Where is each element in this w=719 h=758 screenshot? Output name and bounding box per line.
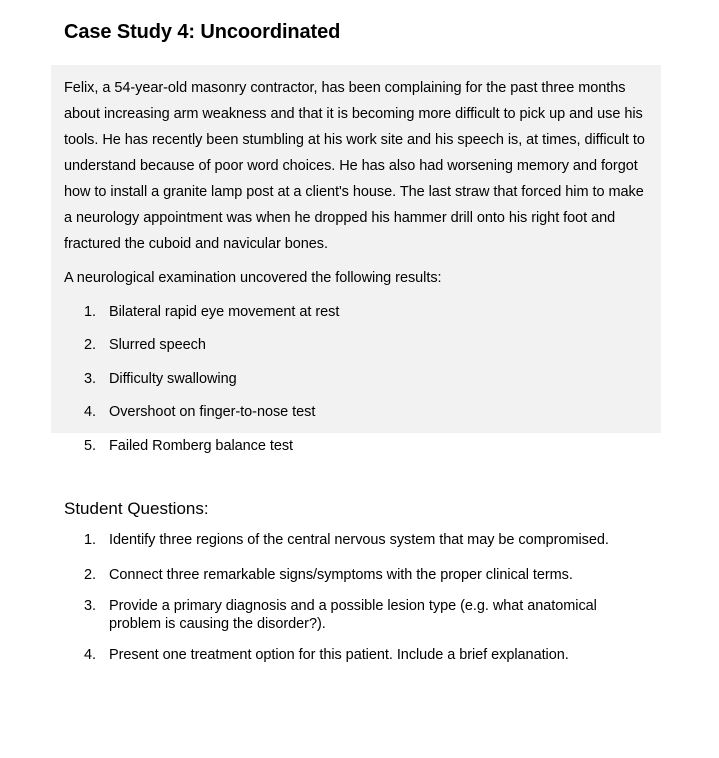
list-item xyxy=(84,566,644,584)
list-item xyxy=(84,335,206,355)
list-item-text: Overshoot on finger-to-nose test xyxy=(109,404,316,420)
list-item-text: Connect three remarkable signs/symptoms with the proper clinical terms. xyxy=(109,567,573,583)
list-item xyxy=(84,369,237,389)
questions-heading: Student Questions: xyxy=(64,499,209,518)
list-item xyxy=(84,402,315,422)
list-item-text: Present one treatment option for this patient. Include a brief explanation. xyxy=(109,647,569,663)
list-item-number: 3. xyxy=(84,598,96,614)
list-item xyxy=(84,531,644,549)
list-item-number: 5. xyxy=(84,438,96,454)
list-item xyxy=(84,436,293,456)
list-item-number: 1. xyxy=(84,304,96,320)
list-item xyxy=(84,302,339,322)
list-item xyxy=(84,597,624,633)
list-item-text: Identify three regions of the central nervous system that may be compromised. xyxy=(109,532,609,548)
list-item-text: Difficulty swallowing xyxy=(109,371,237,387)
list-item-number: 3. xyxy=(84,371,96,387)
list-item-text: Slurred speech xyxy=(109,337,206,353)
list-item xyxy=(84,646,644,664)
list-item-number: 2. xyxy=(84,337,96,353)
list-item-number: 4. xyxy=(84,404,96,420)
list-item-text: Bilateral rapid eye movement at rest xyxy=(109,304,340,320)
exam-intro: A neurological examination uncovered the following results: xyxy=(64,270,442,286)
list-item-number: 4. xyxy=(84,647,96,663)
page-title: Case Study 4: Uncoordinated xyxy=(64,21,341,43)
list-item-number: 1. xyxy=(84,532,96,548)
list-item-text: Provide a primary diagnosis and a possible lesion type (e.g. what anatomical problem is causing the disorder?). xyxy=(109,598,597,632)
list-item-text: Failed Romberg balance test xyxy=(109,438,294,454)
list-item-number: 2. xyxy=(84,567,96,583)
case-paragraph: Felix, a 54-year-old masonry contractor, has been complaining for the past three months about increasing arm weakness and that it is becoming more difficult to pick up and use his tools. He has recently been stumbling at his work site and his speech is, at times, difficult to understand because of poor word choices. He has also had worsening memory and forgot how to install a granite lamp post at a client's house. The last straw that forced him to make a neurology appointment was when he dropped his hammer drill onto his right foot and fractured the cuboid and navicular bones. xyxy=(64,80,645,252)
